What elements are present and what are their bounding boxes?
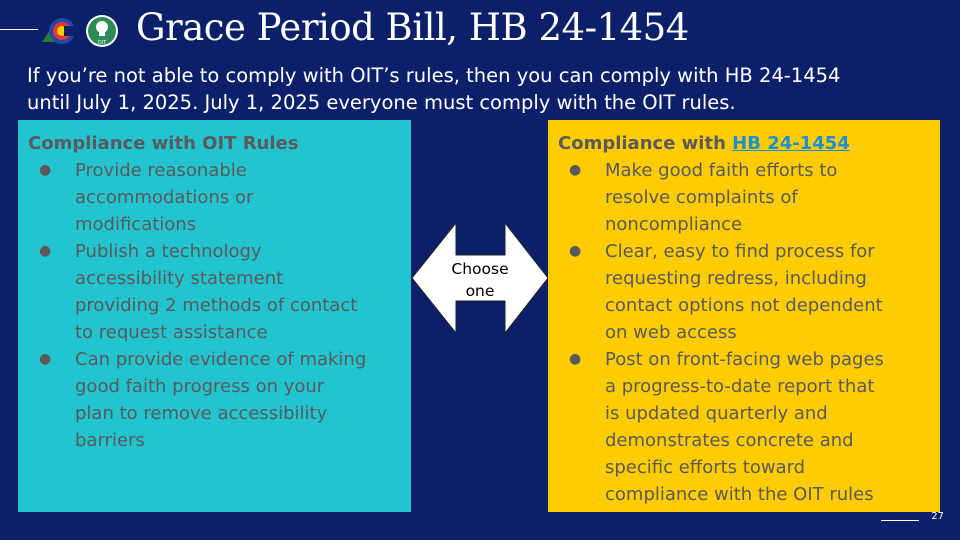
list-item: ● Provide reasonable accommodations or modifications [28,157,401,238]
oit-rules-list [28,157,401,454]
oit-rules-box [18,120,411,512]
bullet-icon: ● [569,243,582,259]
choose-one-label: Choose one [451,260,509,300]
list-item: ● Clear, easy to find process for requesting redress, including contact options not dependent on web access [558,238,930,346]
oit-lightbulb-logo [86,15,118,47]
bullet-icon: ● [569,351,582,367]
list-item: ● Can provide evidence of making good faith progress on your plan to remove accessibility barriers [28,346,401,454]
slide-number: 27 [931,511,944,522]
oit-rules-heading: Compliance with OIT Rules [28,133,299,154]
list-item: ● Make good faith efforts to resolve complaints of noncompliance [558,157,930,238]
hb-compliance-list [558,157,930,508]
footer-divider-line [881,520,919,521]
svg-text:OIT: OIT [97,40,107,46]
bullet-icon: ● [39,351,52,367]
bullet-icon: ● [569,162,582,178]
colorado-c-logo [42,18,76,44]
list-item: ● Post on front-facing web pages a progress-to-date report that is updated quarterly and demonstrates concrete and specific efforts toward compliance with the OIT rules [558,346,930,508]
bullet-icon: ● [39,243,52,259]
header-logos [42,12,122,50]
intro-line: If you’re not able to comply with OIT’s rules, then you can comply with HB 24-1454 [27,64,841,87]
hb-24-1454-box [548,120,940,512]
header-divider-line [0,29,38,30]
hb-compliance-heading: Compliance with HB 24-1454 [558,133,850,154]
intro-text [27,62,942,116]
list-item: ● Publish a technology accessibility statement providing 2 methods of contact to request assistance [28,238,401,346]
slide-title: Grace Period Bill, HB 24-1454 [136,6,689,49]
hb-24-1454-link[interactable]: HB 24-1454 [732,133,850,154]
intro-line: until July 1, 2025. July 1, 2025 everyone must comply with the OIT rules. [27,91,736,114]
bullet-icon: ● [39,162,52,178]
